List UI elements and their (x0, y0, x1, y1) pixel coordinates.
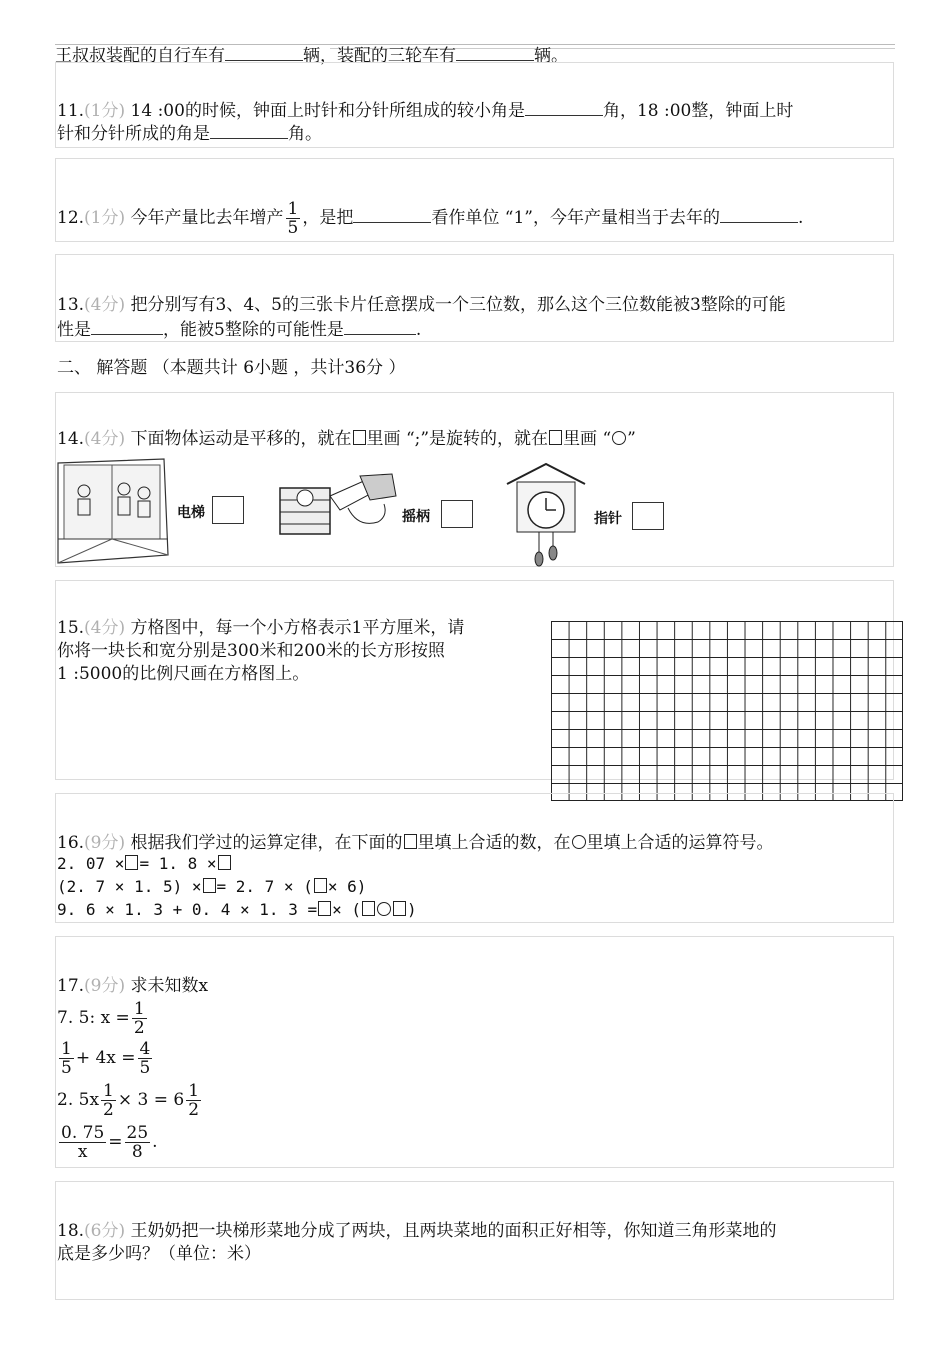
q10-line: 王叔叔装配的自行车有 辆，装配的三轮车有 辆。 (55, 46, 568, 66)
label-hand: 指针 (594, 511, 622, 527)
question-15-line3: 1 :5000的比例尺画在方格图上。 (57, 664, 310, 684)
score-badge: (4分) (84, 295, 126, 315)
answer-blank[interactable] (720, 206, 798, 223)
pencil-sharpener-picture-icon (270, 470, 400, 542)
square-symbol (549, 430, 562, 445)
fill-square[interactable] (218, 855, 231, 870)
fraction: $\frac{1}{2}$ (133, 999, 145, 1038)
question-17-eq2: $\frac{1}{5}$ + 4x = $\frac{4}{5}$ (61, 1039, 151, 1078)
question-17-eq1: 7. 5: x = $\frac{1}{2}$ (57, 999, 145, 1038)
question-17-title: 17.(9分) 求未知数x (57, 976, 209, 996)
fraction: $\frac{25}{8}$ (126, 1123, 149, 1162)
question-17-eq3: 2. 5x $\frac{1}{2}$ × 3 = 6 $\frac{1}{2}$ (57, 1081, 200, 1120)
fill-circle[interactable] (377, 902, 391, 916)
fill-square[interactable] (314, 878, 327, 893)
question-14-box (55, 392, 894, 567)
answer-box-crank[interactable] (441, 500, 473, 528)
question-16-eq1: 2. 07 × = 1. 8 × (57, 853, 232, 875)
answer-blank[interactable] (91, 318, 163, 335)
fill-square[interactable] (362, 901, 375, 916)
question-13-line2: 性是 ，能被5整除的可能性是 . (57, 320, 422, 340)
fraction: $\frac{4}{5}$ (139, 1039, 151, 1078)
fill-square[interactable] (393, 901, 406, 916)
score-badge: (9分) (84, 976, 126, 996)
square-symbol (404, 834, 417, 849)
question-13-line1: 13.(4分) 把分别写有3、4、5的三张卡片任意摆成一个三位数，那么这个三位数能被3整除的可能 (57, 295, 786, 315)
elevator-picture-icon (56, 455, 174, 567)
answer-blank[interactable] (353, 206, 431, 223)
cuckoo-clock-picture-icon (503, 462, 589, 567)
question-17-box (55, 936, 894, 1168)
score-badge: (9分) (84, 833, 126, 853)
score-badge: (4分) (84, 429, 126, 449)
question-14-line: 14.(4分) 下面物体运动是平移的，就在 里画 “;”是旋转的，就在 里画 “ ” (57, 429, 636, 449)
question-17-eq4: $\frac{0. 75}{x}$ = $\frac{25}{8}$ . (61, 1123, 158, 1162)
label-crank: 摇柄 (402, 509, 430, 525)
question-18-line1: 18.(6分) 王奶奶把一块梯形菜地分成了两块，且两块菜地的面积正好相等，你知道三角形菜地的 (57, 1221, 777, 1241)
fraction: $\frac{1}{2}$ (188, 1081, 200, 1120)
question-15-line2: 你将一块长和宽分别是300米和200米的长方形按照 (57, 641, 445, 661)
question-18-line2: 底是多少吗？（单位：米） (57, 1244, 261, 1264)
fraction: $\frac{1}{2}$ (103, 1081, 114, 1120)
answer-box-hand[interactable] (632, 502, 664, 530)
score-badge: (4分) (84, 618, 126, 638)
drawing-grid[interactable] (551, 621, 903, 801)
score-badge: (1分) (84, 208, 126, 228)
question-16-eq2: (2. 7 × 1. 5) × = 2. 7 × ( × 6) (57, 877, 367, 896)
answer-blank[interactable] (210, 122, 288, 139)
answer-blank[interactable] (456, 44, 534, 61)
question-11-line2: 针和分针所成的角是 角。 (57, 124, 322, 144)
section-heading: 二、 解答题 （本题共计 6小题 ，共计36分 ） (57, 358, 406, 378)
circle-symbol (612, 431, 626, 445)
square-symbol (353, 430, 366, 445)
label-elevator: 电梯 (177, 505, 205, 521)
question-16-eq3: 9. 6 × 1. 3 + 0. 4 × 1. 3 = × ( ) (57, 900, 417, 919)
answer-blank[interactable] (344, 318, 416, 335)
fill-square[interactable] (203, 878, 216, 893)
answer-box-elevator[interactable] (212, 496, 244, 524)
question-11-line1: 11.(1分) 14 :00的时候，钟面上时针和分针所组成的较小角是 角，18 :00整，钟面上时 (57, 101, 794, 121)
fraction: $\frac{1}{5}$ (61, 1039, 72, 1078)
answer-blank[interactable] (225, 44, 303, 61)
fill-square[interactable] (125, 855, 138, 870)
fraction: $\frac{0. 75}{x}$ (61, 1123, 105, 1162)
question-16-line: 16.(9分) 根据我们学过的运算定律，在下面的 里填上合适的数，在 里填上合适的运算符号。 (57, 833, 774, 853)
circle-symbol (572, 835, 586, 849)
question-15-line1: 15.(4分) 方格图中，每一个小方格表示1平方厘米，请 (57, 618, 465, 638)
score-badge: (1分) (84, 101, 126, 121)
score-badge: (6分) (84, 1221, 126, 1241)
fill-square[interactable] (318, 901, 331, 916)
question-12-line: 12.(1分) 今年产量比去年增产 $\frac{1}{5}$ ，是把 看作单位 “1”，今年产量相当于去年的 . (57, 199, 804, 238)
fraction: $\frac{1}{5}$ (287, 199, 299, 238)
answer-blank[interactable] (525, 99, 603, 116)
